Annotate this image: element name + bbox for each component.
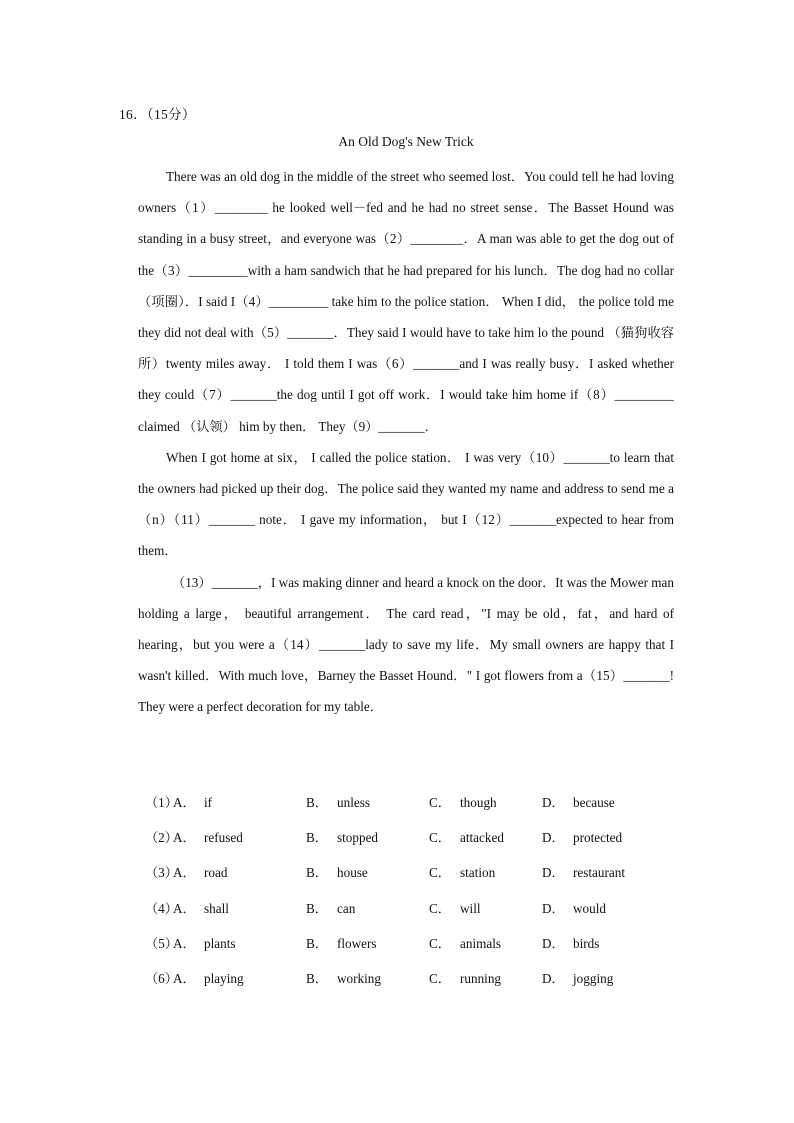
choice-d[interactable]: D． because <box>542 795 615 810</box>
option-number: （6） <box>145 970 178 986</box>
option-row-2 <box>145 818 665 853</box>
paragraph-1: There was an old dog in the middle of the street who seemed lost．You could tell he had loving owners（1）________ he looked well－fed and he had no street sense．The Basset Hound was standing in a busy street，and everyone was（2）________．A man was able to get the dog out of the（3）_________with a ham sandwich that he had prepared for his lunch．The dog had no collar（项圈）．I said I（4）_________ take him to the police station． When I did， the police told me they did not deal with（5）_______．They said I would have to take him lo the pound （猫狗收容所）twenty miles away． I told them I was（6）_______and I was really busy．I asked whether they could（7）_______the dog until I got off work．I would take him home if（8）_________ claimed （认领） him by then． They（9）_______． <box>138 169 674 434</box>
choice-a[interactable]: A． if <box>173 795 213 810</box>
choice-c[interactable]: C． will <box>429 900 481 916</box>
choice-d[interactable]: D． jogging <box>542 970 614 986</box>
choice-b[interactable]: B． stopped <box>306 830 379 846</box>
paragraph-2: When I got home at six， I called the police station． I was very（10）_______to learn that the owners had picked up their dog．The police said they wanted my name and address to send me a（n）（11）_______ note． I gave my information， but I（12）_______expected to hear from them． <box>138 449 674 559</box>
option-number: （4） <box>145 900 178 916</box>
choice-a[interactable]: A． plants <box>173 935 236 951</box>
option-row-4 <box>145 889 665 924</box>
choice-b[interactable]: B． can <box>306 900 356 916</box>
choice-d[interactable]: D． birds <box>542 935 600 951</box>
choice-c[interactable]: C． station <box>429 865 496 881</box>
choice-c[interactable]: C． attacked <box>429 830 504 846</box>
paragraph-3: （13）_______，I was making dinner and heard a knock on the door．It was the Mower man holding a large， beautiful arrangement． The card read，"I may be old，fat，and hard of hearing，but you were a（14）_______lady to save my life．My small owners are happy that I wasn't killed．With much love，Barney the Basset Hound．" I got flowers from a（15）_______! They were a perfect decoration for my table． <box>138 574 674 715</box>
option-row-6 <box>145 959 665 994</box>
choice-c[interactable]: C． animals <box>429 935 502 951</box>
option-number: （5） <box>145 935 178 951</box>
choice-a[interactable]: A． shall <box>173 900 229 916</box>
option-number: （2） <box>145 830 178 846</box>
option-row-5 <box>145 924 665 959</box>
choice-c[interactable]: C． running <box>429 970 502 986</box>
choice-a[interactable]: A． playing <box>173 970 244 986</box>
option-number: （3） <box>145 865 178 881</box>
option-row-3 <box>145 853 665 888</box>
option-row-1 <box>145 783 665 818</box>
choice-c[interactable]: C． though <box>429 795 497 810</box>
choice-d[interactable]: D． restaurant <box>542 865 625 881</box>
choice-a[interactable]: A． road <box>173 865 228 881</box>
answer-options <box>145 783 665 994</box>
choice-d[interactable]: D． protected <box>542 830 623 846</box>
option-number: （1） <box>145 795 178 810</box>
passage <box>138 161 674 723</box>
choice-b[interactable]: B． house <box>306 865 368 881</box>
choice-d[interactable]: D． would <box>542 900 606 916</box>
choice-b[interactable]: B． unless <box>306 795 370 810</box>
choice-b[interactable]: B． flowers <box>306 935 377 951</box>
question-header: 16．（15分） <box>119 107 196 122</box>
choice-a[interactable]: A． refused <box>173 830 243 846</box>
choice-b[interactable]: B． working <box>306 970 381 986</box>
passage-title: An Old Dog's New Trick <box>338 134 474 149</box>
